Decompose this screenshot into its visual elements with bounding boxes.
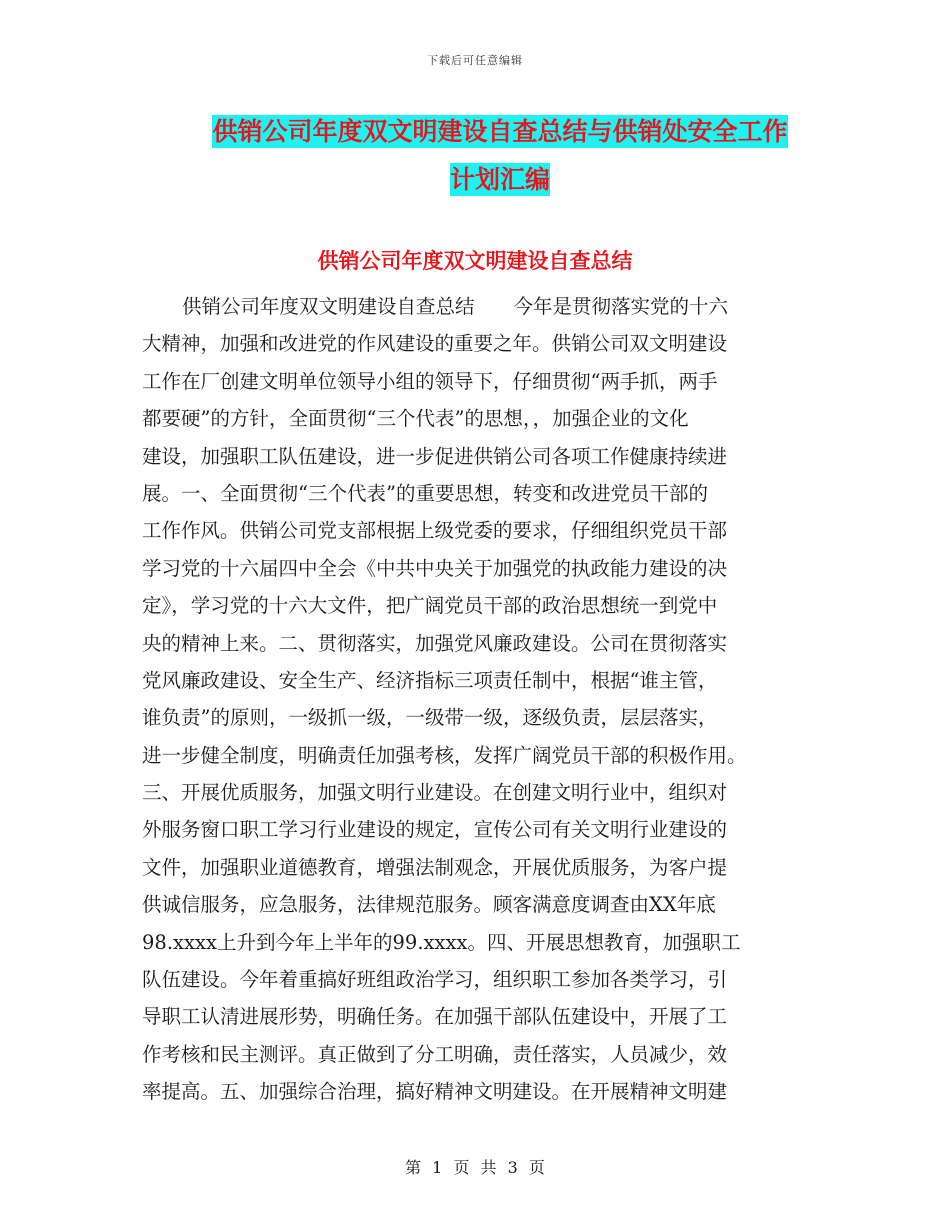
body-line: 供销公司年度双文明建设自查总结 今年是贯彻落实党的十六 [182, 295, 729, 318]
body-line: 导职工认清进展形势，明确任务。在加强干部队伍建设中，开展了工 [142, 1005, 728, 1029]
body-line: 学习党的十六届四中全会《中共中央关于加强党的执政能力建设的决 [142, 556, 728, 580]
body-line: 央的精神上来。二、贯彻落实，加强党风廉政建设。公司在贯彻落实 [142, 631, 728, 655]
body-line: 进一步健全制度，明确责任加强考核，发挥广阔党员干部的积极作用。 [142, 743, 747, 767]
page-number: 第 1 页 共 3 页 [405, 1158, 545, 1177]
body-line: 都要硬”的方针，全面贯彻“三个代表”的思想，，加强企业的文化 [142, 407, 689, 431]
body-line: 作考核和民主测评。真正做到了分工明确，责任落实，人员减少，效 [142, 1042, 728, 1066]
body-line: 定》，学习党的十六大文件，把广阔党员干部的政治思想统一到党中 [142, 594, 718, 618]
body-line: 率提高。五、加强综合治理，搞好精神文明建设。在开展精神文明建 [142, 1080, 728, 1104]
body-line: 供诚信服务，应急服务，法律规范服务。顾客满意度调查由XX年底 [142, 893, 716, 917]
body-line: 大精神，加强和改进党的作风建设的重要之年。供销公司双文明建设 [142, 332, 728, 356]
body-line: 文件，加强职业道德教育，增强法制观念，开展优质服务，为客户提 [142, 855, 728, 879]
body-line: 工作作风。供销公司党支部根据上级党委的要求，仔细组织党员干部 [142, 519, 728, 543]
body-line: 展。一、全面贯彻“三个代表”的重要思想，转变和改进党员干部的 [142, 481, 708, 505]
document-title [140, 108, 860, 204]
body-line: 外服务窗口职工学习行业建设的规定，宣传公司有关文明行业建设的 [142, 818, 728, 842]
section-subtitle: 供销公司年度双文明建设自查总结 [317, 249, 633, 273]
title-line-2: 计划汇编 [449, 165, 550, 194]
body-line: 三、开展优质服务，加强文明行业建设。在创建文明行业中，组织对 [142, 781, 728, 805]
body-paragraph [142, 288, 810, 1111]
title-line-1: 供销公司年度双文明建设自查总结与供销处安全工作 [212, 117, 788, 146]
header-note: 下载后可任意编辑 [427, 54, 523, 67]
body-line: 建设，加强职工队伍建设，进一步促进供销公司各项工作健康持续进 [142, 444, 728, 468]
body-line: 谁负责”的原则，一级抓一级，一级带一级，逐级负责，层层落实， [142, 706, 718, 730]
body-line: 队伍建设。今年着重搞好班组政治学习，组织职工参加各类学习，引 [142, 968, 728, 992]
body-line: 工作在厂创建文明单位领导小组的领导下，仔细贯彻“两手抓，两手 [142, 369, 718, 393]
body-line: 98.xxxx上升到今年上半年的99.xxxx。四、开展思想教育，加强职工 [142, 930, 741, 954]
body-line: 党风廉政建设、安全生产、经济指标三项责任制中，根据“谁主管， [142, 668, 718, 692]
